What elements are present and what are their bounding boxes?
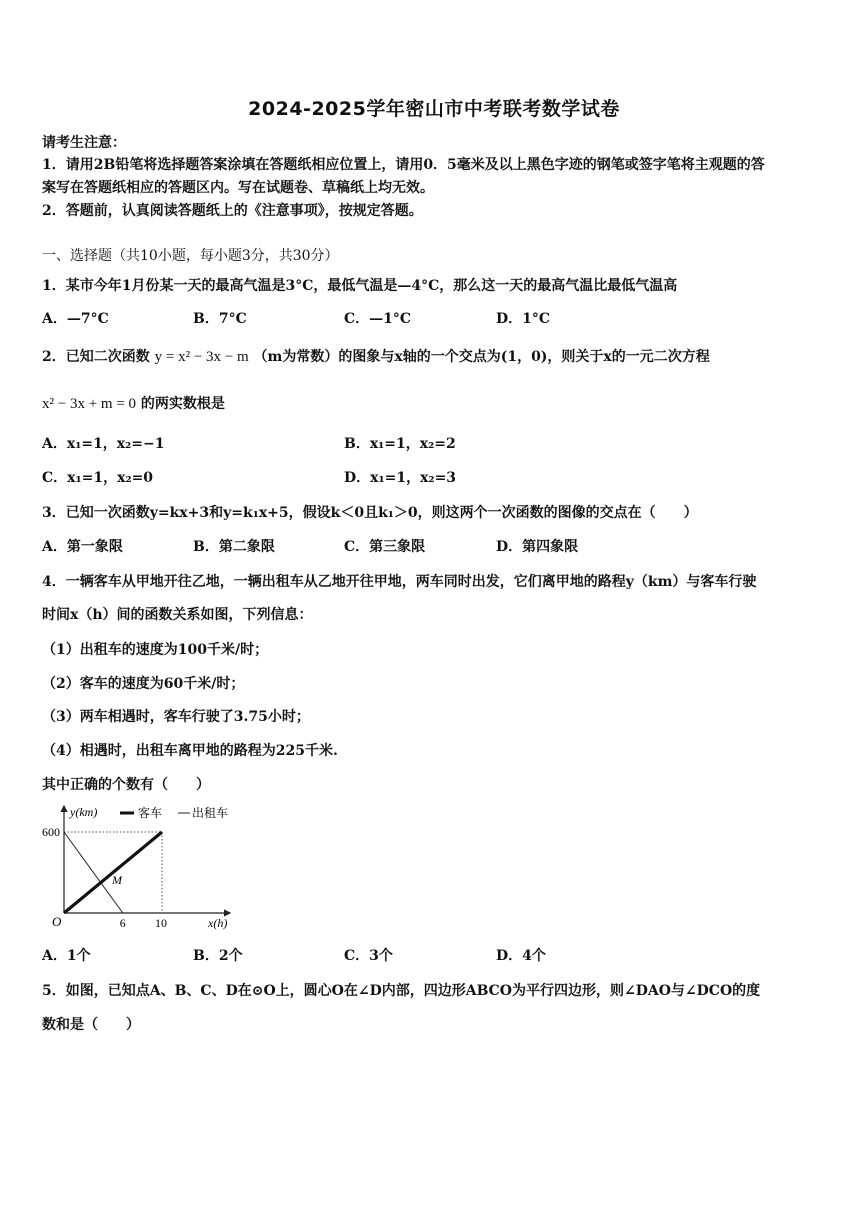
q1-option-c: C．—1°C [344,311,412,327]
x-tick-label-10: 10 [155,916,167,930]
q2-formula-1: y = x² − 3x − m [154,349,249,365]
notice-line-3: 2．答题前，认真阅读答题纸上的《注意事项》，按规定答题。 [42,203,423,219]
q3-option-b: B．第二象限 [193,539,275,555]
origin-label: O [52,914,62,929]
exam-title: 2024-2025学年密山市中考联考数学试卷 [248,98,620,120]
q4-stem-line-2: 时间x（h）间的函数关系如图，下列信息： [42,607,313,623]
q4-item-3: （3）两车相遇时，客车行驶了3.75小时； [42,709,310,725]
q4-option-a: A．1个 [42,948,91,964]
q2-option-c: C．x₁=1，x₂=0 [42,470,154,486]
q4-distance-time-chart [42,800,252,935]
q4-question: 其中正确的个数有（ ） [42,777,210,793]
q1-option-b: B．7°C [193,311,247,327]
q4-stem-line-1: 4．一辆客车从甲地开往乙地，一辆出租车从乙地开往甲地，两车同时出发，它们离甲地的路程y（km）与客车行驶 [42,574,757,590]
q4-option-b: B．2个 [193,948,243,964]
legend-bus-label: 客车 [138,806,163,820]
q3-option-a: A．第一象限 [42,539,123,555]
q4-item-2: （2）客车的速度为60千米/时； [42,676,245,692]
q3-stem: 3．已知一次函数y=kx+3和y=k₁x+5，假设k＜0且k₁＞0，则这两个一次函数的图像的交点在（ ） [42,505,698,521]
q2-stem-b: （m为常数）的图象与x轴的一个交点为(1，0)，则关于x的一元二次方程 [253,349,710,365]
notice-heading: 请考生注意： [42,135,126,151]
y-tick-label-600: 600 [42,825,60,839]
q2-stem-line-1 [42,346,710,366]
q2-option-b: B．x₁=1，x₂=2 [344,436,456,452]
intersection-label: M [112,873,122,887]
q4-item-1: （1）出租车的速度为100千米/时； [42,642,269,658]
section-heading: 一、选择题（共10小题，每小题3分，共30分） [42,248,339,264]
q2-stem-a: 2．已知二次函数 [42,349,150,365]
q5-stem-line-1: 5．如图，已知点A、B、C、D在⊙O上，圆心O在∠D内部，四边形ABCO为平行四边形，则∠DAO与∠DCO的度 [42,983,761,999]
q1-option-d: D．1°C [496,311,551,327]
q3-option-d: D．第四象限 [496,539,579,555]
q2-formula-2: x² − 3x + m = 0 [42,396,137,412]
notice-line-2: 案写在答题纸相应的答题区内。写在试题卷、草稿纸上均无效。 [42,180,434,196]
q4-option-c: C．3个 [344,948,393,964]
y-axis-label: y(km) [70,805,98,819]
legend-taxi-label: 出租车 [192,806,229,820]
q2-stem-line-2 [42,393,225,413]
x-axis-label: x(h) [208,916,228,930]
q2-option-a: A．x₁=1，x₂=−1 [42,436,165,452]
notice-line-1: 1．请用2B铅笔将选择题答案涂填在答题纸相应位置上，请用0．5毫米及以上黑色字迹的钢笔或签字笔将主观题的答 [42,157,765,173]
q5-stem-line-2: 数和是（ ） [42,1017,140,1033]
q4-option-d: D．4个 [496,948,546,964]
q3-option-c: C．第三象限 [344,539,426,555]
q4-item-4: （4）相遇时，出租车离甲地的路程为225千米. [42,743,338,759]
q1-option-a: A．—7°C [42,311,109,327]
q1-stem: 1．某市今年1月份某一天的最高气温是3°C，最低气温是—4°C，那么这一天的最高气温比最低气温高 [42,278,678,294]
x-tick-label-6: 6 [119,916,126,930]
q2-option-d: D．x₁=1，x₂=3 [344,470,457,486]
q2-stem-c: 的两实数根是 [140,396,225,412]
